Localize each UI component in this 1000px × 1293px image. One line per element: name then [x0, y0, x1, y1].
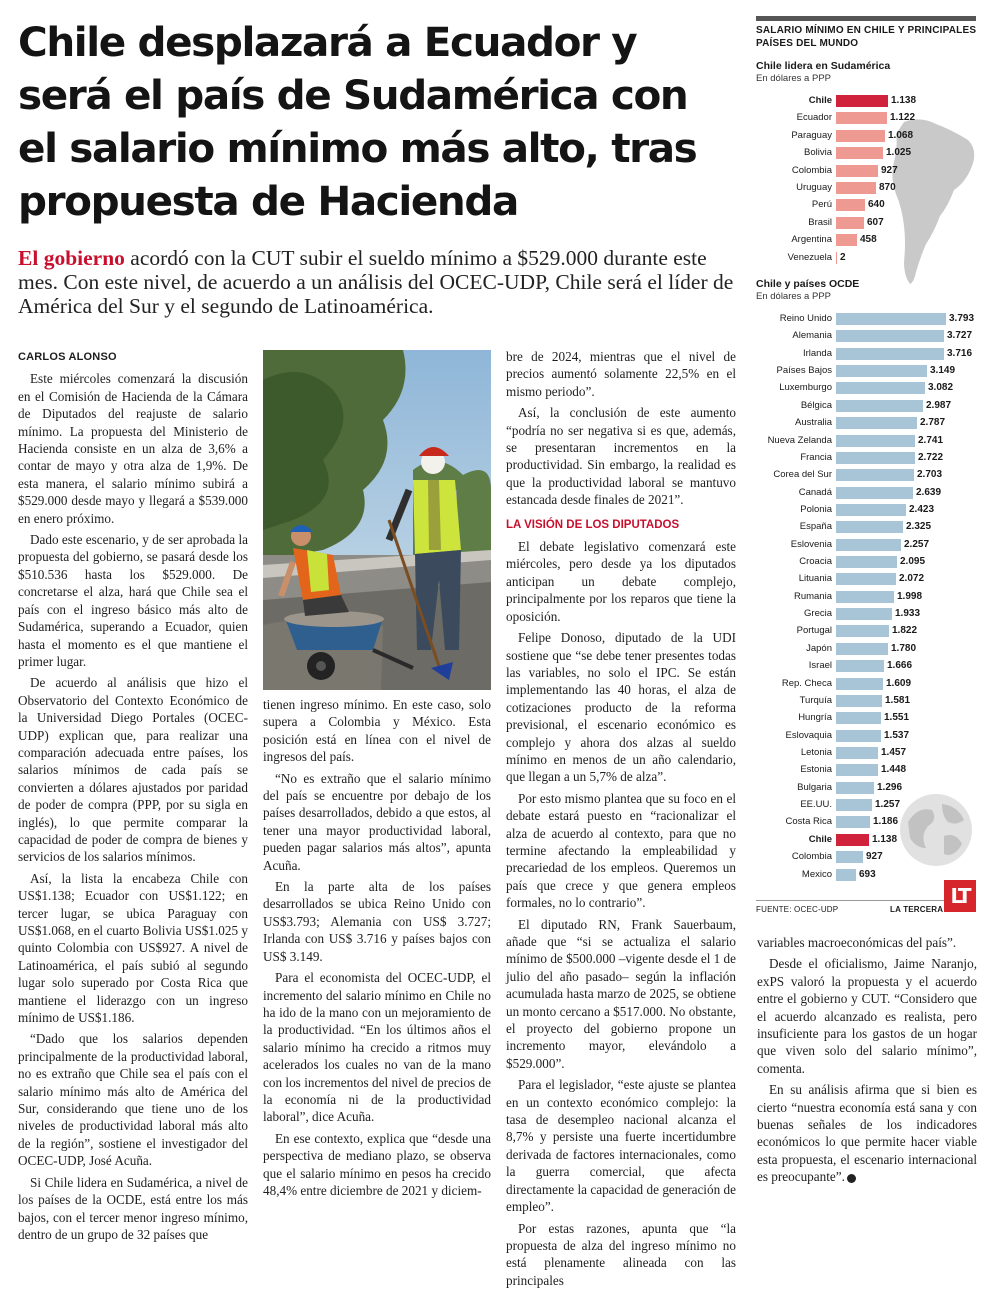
- bar-row: [750, 833, 982, 847]
- bar-value: 693: [859, 868, 876, 880]
- infographic-title: SALARIO MÍNIMO EN CHILE Y PRINCIPALES PAÍSES DEL MUNDO: [756, 25, 977, 49]
- paragraph: “No es extraño que el salario mínimo del país se encuentre por debajo de los países desarrollados, debido a que estos, al tener una mayor productividad laboral, pueden pagar salarios más altos”, apunta Acuña.: [263, 770, 491, 873]
- end-mark-icon: [847, 1174, 856, 1183]
- bar-label: Irlanda: [802, 347, 832, 359]
- bar: [836, 556, 897, 568]
- bar-value: 2.257: [904, 538, 930, 550]
- bar-label: Eslovaquia: [785, 729, 832, 741]
- bar-value: 1.609: [886, 677, 912, 689]
- la-tercera-logo: LT: [944, 880, 976, 912]
- chart-2-title: Chile y países OCDE: [756, 278, 860, 290]
- bar: [836, 816, 870, 828]
- bar-value: 2.703: [917, 469, 943, 481]
- infographic-top-rule: [756, 16, 976, 21]
- bar: [836, 712, 881, 724]
- bar-label: Turquía: [799, 694, 832, 706]
- source-note: FUENTE: OCEC-UDP: [756, 905, 839, 914]
- bar-label: Chile: [808, 95, 832, 106]
- paragraph: Si Chile lidera en Sudamérica, a nivel de los países de la OCDE, está entre los más bajos, con el tercer menor ingreso mínimo, dentro de un grupo de 32 países que: [18, 1174, 248, 1242]
- bar-label: Costa Rica: [785, 816, 832, 828]
- bar: [836, 382, 925, 394]
- bar-label: Chile: [808, 833, 832, 845]
- bar-value: 1.666: [887, 660, 913, 672]
- bar-row: [750, 590, 982, 604]
- chart-1-unit: En dólares a PPP: [756, 73, 831, 84]
- bar: [836, 330, 944, 342]
- section-subhead: LA VISIÓN DE LOS DIPUTADOS: [506, 518, 680, 531]
- bar-row: [750, 729, 982, 743]
- bar: [836, 747, 878, 759]
- lead-text: acordó con la CUT subir el sueldo mínimo a $529.000 durante este mes. Con este nivel, de acuerdo a un análisis del OCEC-UDP, Chile será el líder de América del Sur y el segundo de Latinoamérica.: [18, 246, 734, 318]
- bar: [836, 521, 903, 533]
- workers-illustration: [263, 350, 491, 690]
- bar-label: Estonia: [800, 764, 832, 776]
- bar-row: [750, 642, 982, 656]
- bar-row: [750, 659, 982, 673]
- bar-label: Bolivia: [804, 147, 832, 159]
- bar: [836, 730, 881, 742]
- bar: [836, 591, 894, 603]
- paragraph: variables macroeconómicas del país”.: [757, 935, 957, 950]
- bar-row: [750, 364, 982, 378]
- paragraph: El debate legislativo comenzará este miércoles, pero desde ya los diputados anticipan un debate complejo, principalmente por los reparos que tiene la oposición.: [506, 539, 736, 624]
- bar: [836, 217, 864, 229]
- bar-label: Portugal: [796, 625, 832, 637]
- bar-row: [750, 781, 982, 795]
- bar-row: [750, 607, 982, 621]
- bar-row: [750, 624, 982, 638]
- bar-row: [750, 416, 982, 430]
- bar-row: [750, 503, 982, 517]
- bar-row: [750, 486, 982, 500]
- bar: [836, 112, 887, 124]
- bar-label: Hungría: [798, 712, 832, 724]
- bar-label: Venezuela: [787, 251, 832, 263]
- bar-label: Rep. Checa: [781, 677, 832, 689]
- bar-row: [750, 555, 982, 569]
- bar-row: [750, 251, 982, 265]
- bar-value: 1.138: [872, 833, 898, 845]
- bar: [836, 417, 917, 429]
- bar: [836, 130, 885, 142]
- bar-value: 2.722: [918, 451, 944, 463]
- bar: [836, 365, 927, 377]
- bar-row: [750, 381, 982, 395]
- bar: [836, 799, 872, 811]
- bar-value: 1.551: [884, 712, 910, 724]
- bar: [836, 165, 878, 177]
- bar: [836, 834, 869, 846]
- bar-row: [750, 111, 982, 125]
- bar-value: 1.025: [886, 147, 912, 159]
- bar: [836, 252, 837, 264]
- bar-label: Uruguay: [796, 182, 832, 193]
- bar: [836, 199, 865, 211]
- bar-value: 1.068: [888, 129, 914, 141]
- bar-label: Paraguay: [791, 129, 832, 141]
- bar-value: 927: [866, 851, 883, 863]
- bar-label: Reino Unido: [779, 313, 832, 324]
- brand-name: LA TERCERA: [890, 905, 944, 914]
- bar-label: Corea del Sur: [773, 469, 832, 481]
- bar-row: [750, 146, 982, 160]
- bar-row: [750, 164, 982, 178]
- bar-row: [750, 815, 982, 829]
- bar-row: [750, 520, 982, 534]
- bar-row: [750, 399, 982, 413]
- bar-value: 927: [881, 164, 898, 176]
- bar-row: [750, 572, 982, 586]
- paragraph: “Dado que los salarios dependen principalmente de la productividad laboral, no es extraño que Chile sea el país con el salario mínimo más alto de América del Sur, considerando que tiene uno de los niveles de productividad laboral más alto de la región”, sostiene el investigador del OCEC-UDP, José Acuña.: [18, 1031, 248, 1169]
- bar: [836, 678, 883, 690]
- bar-value: 1.186: [873, 816, 899, 828]
- bar: [836, 660, 884, 672]
- bar-row: [750, 850, 982, 864]
- paragraph: Felipe Donoso, diputado de la UDI sostiene que “se debe tener presentes todas las variables, no solo el IPC. Se están implementando las 40 horas, el alza de cotizaciones producto de la reforma previsional, el escenario económico es complejo y ahora dos alzas al sueldo mínimo en menos de un año calendario, que llegan a un 5,7% de alza”.: [506, 630, 736, 785]
- bar-value: 1.296: [877, 781, 903, 793]
- bar: [836, 234, 857, 246]
- bar-label: Canadá: [798, 486, 832, 498]
- paragraph: El diputado RN, Frank Sauerbaum, añade que “si se actualiza el salario mínimo de $500.000 –vigente desde el 1 de julio del año pasado– según la inflación acumulada hasta marzo de 2025, se obtiene un monto cercano a $517.000. No obstante, el proyecto del gobierno propone un incremento mayor, elevándolo a $529.000”.: [506, 916, 737, 1071]
- bar-row: [750, 216, 982, 230]
- bar-value: 1.257: [875, 799, 901, 811]
- paragraph-text: En su análisis afirma que si bien es cierto “nuestra economía está sana y con buenas señales de los indicadores económicos lo que permite hacer viable esta propuesta, el escenario internacional es preocupante”.: [757, 1082, 977, 1185]
- bar-value: 1.537: [884, 729, 910, 741]
- bar-row: [750, 798, 982, 812]
- bar: [836, 539, 901, 551]
- bar-value: 3.727: [947, 330, 973, 342]
- body-column-4: [757, 934, 977, 1190]
- bar-value: 1.448: [881, 764, 907, 776]
- bar: [836, 313, 946, 325]
- bar-row: [750, 677, 982, 691]
- bar: [836, 469, 914, 481]
- paragraph: Desde el oficialismo, Jaime Naranjo, exPS valoró la propuesta y el acuerdo entre el gobierno y CUT. “Considero que el acuerdo alcanzado es realista, pero insuficiente para los gastos de un hogar que viven solo del salario mínimo”, comenta.: [757, 956, 977, 1076]
- bar: [836, 400, 923, 412]
- bar-label: Grecia: [804, 608, 832, 620]
- bar-label: Letonia: [800, 747, 832, 758]
- bar-label: Alemania: [792, 330, 832, 342]
- bar-row: [750, 763, 982, 777]
- paragraph: De acuerdo al análisis que hizo el Observatorio del Contexto Económico de la Universidad Diego Portales (OCEC-UDP) explican que, para realizar una comparación adecuada entre países, los salarios mínimos de cada país se convierten a dólares ajustados por paridad de poder de compra (PPP, por su sigla en inglés), lo que permite comparar la capacidad de poder de compra de bienes y servicios de los salarios mínimos.: [18, 675, 248, 865]
- bar-label: Países Bajos: [776, 365, 832, 377]
- bar-value: 3.716: [947, 347, 973, 359]
- bar-label: EE.UU.: [800, 799, 832, 811]
- bar-label: Croacia: [799, 556, 832, 568]
- bar-label: Perú: [811, 199, 832, 211]
- bar-label: Bélgica: [800, 399, 832, 411]
- bar-label: Rumania: [793, 590, 832, 602]
- bar-value: 640: [868, 199, 885, 211]
- bar: [836, 625, 889, 637]
- chart-1-title: Chile lidera en Sudamérica: [756, 60, 891, 72]
- bar-row: [750, 129, 982, 143]
- bar-label: Colombia: [791, 164, 832, 176]
- bar-row: [750, 694, 982, 708]
- bar-value: 2: [840, 251, 846, 263]
- bar: [836, 487, 913, 499]
- lead-kicker: El gobierno: [18, 246, 125, 270]
- bar-label: Israel: [808, 660, 832, 672]
- bar: [836, 608, 892, 620]
- bar: [836, 95, 888, 107]
- bar-value: 2.787: [920, 417, 946, 429]
- paragraph: tienen ingreso mínimo. En este caso, solo supera a Colombia y México. Esta posición está en línea con el nivel de ingresos del país.: [263, 697, 491, 765]
- bar: [836, 851, 863, 863]
- lead-paragraph: [18, 246, 742, 318]
- bar-value: 1.122: [890, 112, 916, 124]
- bar-value: 1.933: [895, 608, 921, 620]
- bar-value: 3.149: [930, 365, 956, 377]
- bar-row: [750, 538, 982, 552]
- paragraph: bre de 2024, mientras que el nivel de precios aumentó solamente 22,5% en el mismo periodo”.: [506, 349, 736, 399]
- bar: [836, 764, 878, 776]
- bar-row: [750, 94, 982, 108]
- bar: [836, 452, 915, 464]
- bar-value: 2.639: [916, 486, 942, 498]
- paragraph: Para el economista del OCEC-UDP, el incremento del salario mínimo en Chile no ha ido de la mano con un mejoramiento de la productividad. “En los últimos años el salario mínimo ha crecido a ritmos muy acelerados los cuales no van de la mano con los incrementos del nivel de precios de la economía ni de la productividad laboral”, dice Acuña.: [263, 970, 491, 1125]
- bar-label: Polonia: [800, 503, 832, 515]
- body-column-2: [263, 696, 491, 1203]
- bar-value: 1.998: [897, 590, 923, 602]
- bar-value: 1.780: [891, 642, 917, 654]
- bar-value: 2.325: [906, 521, 932, 533]
- paragraph: Así, la lista la encabeza Chile con US$1.138; Ecuador con US$1.122; en tercer lugar, se ubica Paraguay con US$1.068, en el cuarto Bolivia US$1.025 y quinto Colombia con US$927. A nivel de Latinoamérica, el país subió al segundo lugar solo superado por Costa Rica que mantiene el liderazgo con un ingreso mínimo de US$1.186.: [18, 870, 248, 1026]
- body-column-3: [506, 348, 736, 1293]
- bar-label: Luxemburgo: [779, 382, 832, 394]
- bar-label: Japón: [806, 642, 832, 654]
- bar-label: Francia: [800, 451, 832, 463]
- bar: [836, 573, 896, 585]
- bar-row: [750, 711, 982, 725]
- bar-label: Eslovenia: [790, 538, 832, 550]
- bar: [836, 435, 915, 447]
- bar-value: 3.082: [928, 382, 954, 394]
- author-byline: CARLOS ALONSO: [18, 351, 117, 363]
- bar: [836, 695, 882, 707]
- bar-row: [750, 451, 982, 465]
- infographic: [750, 16, 982, 928]
- bar-label: Mexico: [801, 868, 832, 880]
- headline: Chile desplazará a Ecuador y será el país de Sudamérica con el salario mínimo más alto, tras propuesta de Hacienda: [18, 18, 697, 225]
- bar-value: 3.793: [949, 313, 975, 324]
- paragraph: [757, 1081, 977, 1185]
- bar-row: [750, 347, 982, 361]
- bar: [836, 504, 906, 516]
- bar-value: 607: [867, 216, 884, 228]
- bar-row: [750, 181, 982, 195]
- bar-label: Colombia: [791, 851, 832, 863]
- infographic-footer-rule: [756, 900, 944, 901]
- bar: [836, 348, 944, 360]
- paragraph: En la parte alta de los países desarrollados se ubica Reino Unido con US$3.793; Alemania con US$ 3.727; Irlanda con US$ 3.716 y países bajos con US$ 3.149.: [263, 879, 491, 964]
- bar-value: 2.095: [900, 556, 926, 568]
- bar: [836, 869, 856, 881]
- bar-label: Australia: [795, 417, 832, 429]
- bar-row: [750, 746, 982, 760]
- bar: [836, 147, 883, 159]
- paragraph: Por esto mismo plantea que su foco en el debate estará puesto en “racionalizar el alza de acuerdo al contexto, para que no termine afectando la empleabilidad y precariedad de los empleos. Queremos un país que crece y que genera empleos formales, no lo contrario”.: [506, 790, 736, 911]
- bar-row: [750, 329, 982, 343]
- paragraph: Así, la conclusión de este aumento “podría no ser negativa si es que, además, se presentaran incrementos en la productividad. Sin embargo, la realidad es que la productividad laboral se mantuvo estancada desde finales de 2021”.: [506, 405, 736, 508]
- bar-value: 2.741: [918, 434, 944, 446]
- bar-value: 458: [860, 234, 877, 246]
- bar-value: 870: [879, 182, 896, 193]
- paragraph: En ese contexto, explica que “desde una perspectiva de mediano plazo, se observa que el salario mínimo en pesos ha crecido 48,4% entre diciembre de 2021 y diciem-: [263, 1130, 491, 1198]
- bar: [836, 643, 888, 655]
- bar-row: [750, 198, 982, 212]
- bar-label: Lituania: [798, 573, 832, 585]
- bar-row: [750, 434, 982, 448]
- bar-label: Argentina: [791, 234, 832, 246]
- bar-value: 1.457: [881, 747, 907, 758]
- bar-value: 2.423: [909, 503, 935, 515]
- bar-label: Brasil: [808, 216, 832, 228]
- paragraph: Para el legislador, “este ajuste se plantea en un contexto económico complejo: la tasa de desempleo nacional alcanza el 8,7% y persiste una fuerte incertidumbre derivada de factores internacionales, como la guerra comercial, que afecta directamente la capacidad de generación de empleo”.: [506, 1077, 736, 1215]
- bar-label: Bulgaria: [797, 781, 832, 793]
- chart-2-unit: En dólares a PPP: [756, 291, 831, 302]
- bar-row: [750, 468, 982, 482]
- bar: [836, 782, 874, 794]
- bar-row: [750, 312, 982, 326]
- bar-value: 2.987: [926, 399, 952, 411]
- bar-value: 2.072: [899, 573, 925, 585]
- bar: [836, 182, 876, 194]
- bar-value: 1.581: [885, 694, 911, 706]
- bar-value: 1.138: [891, 95, 917, 106]
- bar-label: Nueva Zelanda: [767, 434, 832, 446]
- body-column-1: [18, 349, 248, 1247]
- workers-photo: [263, 350, 491, 690]
- bar-label: España: [799, 521, 832, 533]
- bar-value: 1.822: [892, 625, 918, 637]
- paragraph: Por estas razones, apunta que “la propuesta de alza del ingreso mínimo no está plenamente alineada con las principales: [506, 1220, 736, 1288]
- paragraph: Dado este escenario, y de ser aprobada la propuesta del gobierno, se pasará desde los $510.536 hasta los $529.000. De concretarse el alza, hará que Chile sea el país con el ingreso básico más alto de Sudamérica, superando a Ecuador, quien hasta el momento es el que mantiene el primer lugar.: [18, 532, 248, 669]
- bar-label: Ecuador: [796, 112, 832, 124]
- paragraph: Este miércoles comenzará la discusión en el Comisión de Hacienda de la Cámara de Diputados del reajuste de salario mínimo. La propuesta del Ministerio de Hacienda consiste en un alza de 3,6% a contar de mayo y otra alza de 1,9%. De esta manera, el salario mínimo subirá a $529.000 desde mayo y llegará a $539.000 en enero próximo.: [18, 371, 248, 526]
- bar-row: [750, 233, 982, 247]
